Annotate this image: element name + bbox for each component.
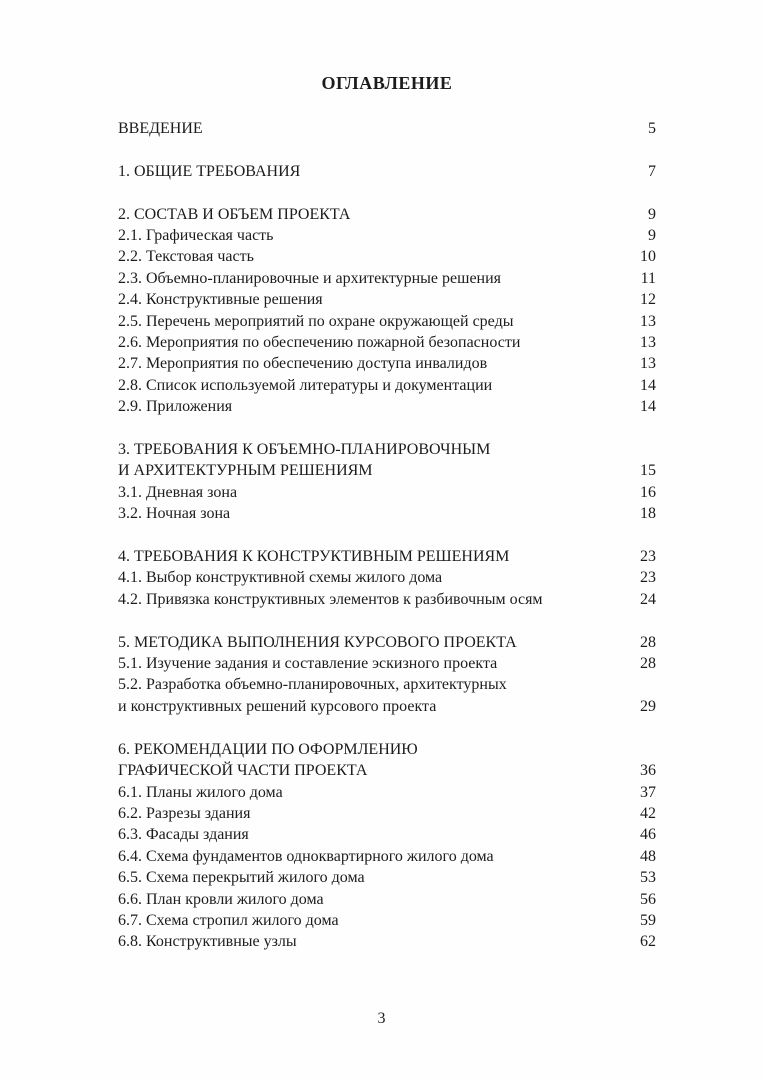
toc-entry-page: 24	[640, 590, 656, 608]
toc-row-section-6-line-1	[118, 739, 656, 760]
toc-row-2-1	[118, 225, 656, 246]
toc-row-2-3	[118, 268, 656, 289]
toc-row-2-6	[118, 332, 656, 353]
toc-row-5-2-line-1	[118, 674, 656, 695]
toc-row-section-1	[118, 161, 656, 182]
toc-entry-page: 12	[640, 291, 656, 309]
toc-row-2-8	[118, 375, 656, 396]
toc-entry-text: 3.2. Ночная зона	[118, 505, 231, 523]
toc-row-2-5	[118, 311, 656, 332]
toc-entry-page: 37	[640, 783, 656, 801]
toc-entry-page: 10	[640, 248, 656, 266]
toc-entry-page: 15	[640, 462, 656, 480]
toc-entry-page: 56	[640, 890, 656, 908]
toc-entry-text: 4.2. Привязка конструктивных элементов к разбивочным осям	[118, 590, 543, 608]
toc-entry-text: и конструктивных решений курсового проекта	[118, 697, 437, 715]
toc-entry-text: 2.8. Список используемой литературы и документации	[118, 376, 493, 394]
toc-entry-page: 18	[640, 505, 656, 523]
toc-entry-text: ВВЕДЕНИЕ	[118, 120, 203, 137]
toc-entry-text: 6.2. Разрезы здания	[118, 804, 251, 822]
toc-entry-text: 2. СОСТАВ И ОБЪЕМ ПРОЕКТА	[118, 205, 351, 223]
toc-entry-text: 6. РЕКОМЕНДАЦИИ ПО ОФОРМЛЕНИЮ	[118, 740, 418, 758]
toc-row-section-5	[118, 632, 656, 653]
toc-entry-page: 23	[640, 548, 656, 566]
toc-row-4-1	[118, 567, 656, 588]
toc-entry-page: 29	[640, 697, 656, 715]
toc-row-section-6-line-2	[118, 760, 656, 781]
toc-row-6-2	[118, 803, 656, 824]
toc-entry-text: 6.1. Планы жилого дома	[118, 783, 283, 801]
toc-entry-page: 9	[648, 227, 656, 244]
toc-entry-text: 2.4. Конструктивные решения	[118, 291, 323, 309]
toc-entry-page: 23	[640, 569, 656, 587]
toc-row-4-2	[118, 589, 656, 610]
toc-row-section-3-line-2	[118, 460, 656, 481]
toc-row-6-7	[118, 910, 656, 931]
toc-row-3-2	[118, 503, 656, 524]
toc-entry-text: 3.1. Дневная зона	[118, 483, 238, 501]
toc-entry-text: 6.7. Схема стропил жилого дома	[118, 911, 339, 929]
toc-row-section-2	[118, 204, 656, 225]
toc-entry-text: 6.4. Схема фундаментов одноквартирного жилого дома	[118, 847, 494, 865]
toc-row-6-4	[118, 846, 656, 867]
toc-entry-page: 7	[648, 162, 656, 180]
toc-row-6-5	[118, 867, 656, 888]
toc-entry-text: 4. ТРЕБОВАНИЯ К КОНСТРУКТИВНЫМ РЕШЕНИЯМ	[118, 548, 510, 566]
toc-entry-page: 42	[640, 804, 656, 822]
toc-entry-text: 2.9. Приложения	[118, 398, 233, 416]
toc-entry-text: 2.2. Текстовая часть	[118, 248, 254, 266]
toc-row-6-3	[118, 824, 656, 845]
toc-entry-page: 14	[640, 398, 656, 416]
toc-entry-text: 4.1. Выбор конструктивной схемы жилого дома	[118, 569, 443, 587]
toc-entry-page: 28	[640, 633, 656, 651]
toc-row-section-4	[118, 546, 656, 567]
toc-row-6-1	[118, 782, 656, 803]
toc-entry-page: 53	[640, 869, 656, 887]
toc-entry-text: 5.2. Разработка объемно-планировочных, архитектурных	[118, 676, 507, 694]
toc-row-section-3-line-1	[118, 439, 656, 460]
toc-entry-page: 9	[648, 205, 656, 223]
toc-entry-text: 5. МЕТОДИКА ВЫПОЛНЕНИЯ КУРСОВОГО ПРОЕКТА	[118, 633, 517, 651]
table-of-contents	[118, 118, 656, 953]
toc-entry-page: 14	[640, 376, 656, 394]
toc-entry-text: 3. ТРЕБОВАНИЯ К ОБЪЕМНО-ПЛАНИРОВОЧНЫМ	[118, 441, 491, 459]
toc-entry-page: 13	[640, 355, 656, 373]
toc-entry-page: 13	[640, 334, 656, 352]
toc-entry-page: 62	[640, 933, 656, 951]
toc-entry-text: 2.6. Мероприятия по обеспечению пожарной безопасности	[118, 334, 521, 352]
toc-entry-text: 2.3. Объемно-планировочные и архитектурные решения	[118, 269, 502, 287]
toc-entry-text: 2.5. Перечень мероприятий по охране окружающей среды	[118, 312, 514, 330]
toc-row-5-2-line-2	[118, 696, 656, 717]
toc-row-2-2	[118, 246, 656, 267]
toc-entry-page: 48	[640, 847, 656, 865]
toc-entry-text: 6.6. План кровли жилого дома	[118, 890, 324, 908]
toc-row-introduction	[118, 118, 656, 139]
toc-row-6-8	[118, 931, 656, 952]
toc-entry-text: 5.1. Изучение задания и составление эскизного проекта	[118, 655, 498, 673]
toc-entry-text: 1. ОБЩИЕ ТРЕБОВАНИЯ	[118, 162, 301, 180]
toc-row-2-7	[118, 353, 656, 374]
page-number: 3	[377, 1010, 386, 1027]
toc-entry-page: 5	[648, 120, 656, 137]
toc-entry-page: 11	[640, 269, 656, 287]
toc-entry-page: 13	[640, 312, 656, 330]
toc-entry-page: 59	[640, 911, 656, 929]
toc-entry-text: 6.8. Конструктивные узлы	[118, 933, 297, 951]
page-title: ОГЛАВЛЕНИЕ	[321, 73, 453, 93]
toc-row-3-1	[118, 482, 656, 503]
toc-entry-text: 6.5. Схема перекрытий жилого дома	[118, 869, 365, 887]
toc-row-6-6	[118, 889, 656, 910]
toc-entry-page: 28	[640, 655, 656, 673]
toc-entry-page: 46	[640, 826, 656, 844]
toc-entry-text: 2.1. Графическая часть	[118, 227, 274, 244]
toc-entry-text: 6.3. Фасады здания	[118, 826, 249, 844]
toc-entry-text: ГРАФИЧЕСКОЙ ЧАСТИ ПРОЕКТА	[118, 762, 368, 780]
toc-row-2-9	[118, 396, 656, 417]
toc-entry-page: 16	[640, 483, 656, 501]
toc-row-2-4	[118, 289, 656, 310]
toc-entry-text: 2.7. Мероприятия по обеспечению доступа инвалидов	[118, 355, 488, 373]
toc-entry-text: И АРХИТЕКТУРНЫМ РЕШЕНИЯМ	[118, 462, 373, 480]
toc-row-5-1	[118, 653, 656, 674]
toc-entry-page: 36	[640, 762, 656, 780]
